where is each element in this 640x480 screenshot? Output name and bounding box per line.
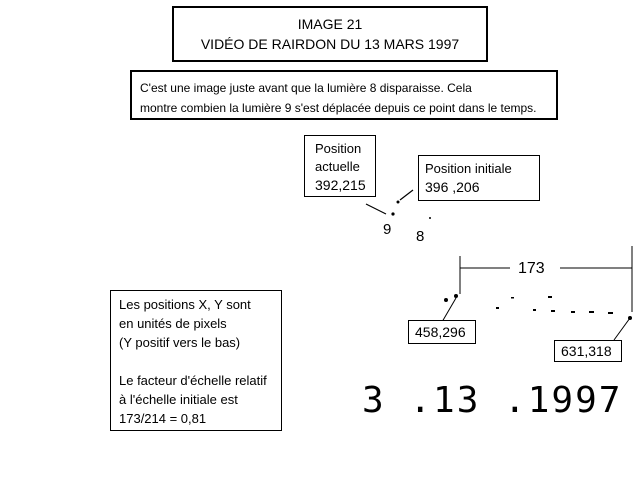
left-point-coordinates: 458,296 [408, 320, 476, 344]
light-8-dot [397, 201, 400, 204]
description-line-1: C'est une image juste avant que la lumière 8 disparaisse. Cela [140, 81, 472, 95]
notes-box [110, 290, 282, 431]
current-position-label-1: Position [315, 141, 362, 156]
initial-position-value: 396 ,206 [425, 179, 480, 195]
image-number: IMAGE 21 [297, 16, 363, 32]
notes-spacer [119, 352, 281, 371]
notes-line-4: Le facteur d'échelle relatif [119, 373, 267, 388]
initial-position-pointer [400, 190, 413, 200]
right-point-coordinates: 631,318 [554, 340, 622, 362]
light-8-label: 8 [416, 228, 425, 245]
notes-line-2: en unités de pixels [119, 316, 227, 331]
image-title-box [172, 6, 488, 62]
scale-distance-label: 173 [514, 260, 549, 278]
light-9-dot [391, 212, 394, 215]
light-row [444, 294, 632, 320]
current-position-pointer [366, 204, 386, 214]
notes-line-6: 173/214 = 0,81 [119, 411, 207, 426]
light-9-label: 9 [383, 221, 392, 238]
notes-line-1: Les positions X, Y sont [119, 297, 251, 312]
right-point-pointer [614, 318, 630, 340]
current-position-box [304, 135, 376, 197]
description-box [130, 70, 558, 120]
video-title: VIDÉO DE RAIRDON DU 13 MARS 1997 [200, 36, 460, 52]
description-line-2: montre combien la lumière 9 s'est déplacée depuis ce point dans le temps. [140, 101, 537, 115]
left-point-pointer [442, 298, 456, 322]
notes-line-5: à l'échelle initiale est [119, 392, 238, 407]
notes-line-3: (Y positif vers le bas) [119, 335, 241, 350]
current-position-value: 392,215 [315, 177, 366, 193]
initial-position-label: Position initiale [425, 161, 512, 176]
video-timestamp: 3 .13 .1997 [362, 380, 623, 421]
current-position-label-2: actuelle [315, 159, 360, 174]
light-dot [429, 217, 431, 219]
initial-position-box [418, 155, 540, 201]
